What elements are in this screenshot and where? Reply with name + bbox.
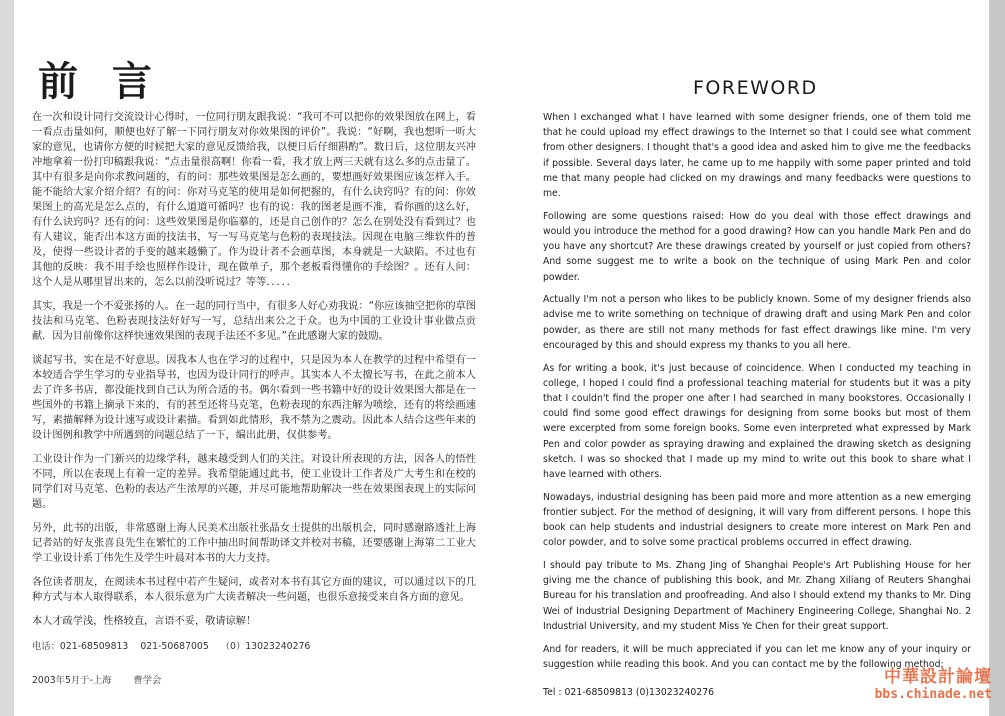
forum-watermark (842, 667, 992, 703)
chinese-paragraph-7: 本人才疏学浅，性格较直，言语不妥，敬请谅解！ (32, 616, 257, 627)
chinese-title: 前 言 (38, 58, 162, 105)
chinese-paragraph-1: 在一次和设计同行交流设计心得时，一位同行朋友跟我说：“我可不可以把你的效果图放在网上，看一看点击量如何，顺便也好了解一下同行朋友对你效果图的评价”。我说：“好啊，我也想听一听大家的意见，也请你方便的时候把大家的意见反馈给我，以便日后仔细斟酌”。数日后，这位朋友兴冲冲地拿着一份打印稿跟我说：“点击量很高啊！你看一看，我才放上两三天就有这么多的点击量了。其中有很多是向你求教问题的，有的问：那些效果图是怎么画的，要想画好效果图应该怎样入手。能不能给大家介绍介绍？有的问：你对马克笔的使用是如何把握的，有什么诀窍吗？有的问：你效果图上的高光是怎么点的，有什么道道可循吗？也有的说：我的图老是画不准，看你画的这么好，有什么诀窍吗？还有的问：这些效果图是你临摹的，还是自己创作的？怎么在别处没有看到过？也有人建议，能否出本这方面的技法书，写一写马克笔与色粉的表现技法。因现在电脑三维软件的普及，使得一些设计者的手变的越来越懒了。作为设计者不会画草图，本身就是一大缺陷。不过也有其他的反映：我不用手绘也照样作设计，现在做单子，那个老板看得懂你的手绘图？。还有人问：这个人是从哪里冒出来的，怎么以前没听说过？等等．．．．． (32, 112, 476, 288)
english-paragraph-2: Following are some questions raised: How do you deal with those effect drawings and would you introduce the method for a good drawing? How can you handle Mark Pen and do you have any shortcut? Are these drawings created by yourself or just copied from others? And some suggest me to write a book on the technique of using Mark Pen and color powder. (543, 210, 971, 283)
signature-date: 2003年5月于-上海 (32, 675, 112, 686)
english-paragraph-4: As for writing a book, it's just because of coincidence. When I conducted my teaching in college, I hoped I could find a professional teaching material for students but it was a pity that I couldn't find the proper one after I had searched in many bookstores. Occasionally I could find some good effect drawings for designing from some books but most of them were excerpted from some foreign books. Some even interpreted what expressed by Mark Pen and color powder as spraying drawing and explained the drawing sketch as designing sketch. I was so shocked that I made up my mind to write out this book to share what I have learned with others. (543, 362, 971, 480)
english-paragraph-3: Actually I'm not a person who likes to be publicly known. Some of my designer friends also advise me to write something on technique of drawing draft and using Mark Pen and color powder, as there are still not many methods for fast effect drawings like mine. I'm very encouraged by this and should express my thanks to you all here. (543, 294, 971, 351)
chinese-paragraph-3: 谈起写书，实在是不好意思。因我本人也在学习的过程中，只是因为本人在教学的过程中希望有一本较适合学生学习的专业指导书，也因为设计同行的呼声。其实本人不太擅长写书，在此之前本人去了许多书店，都没能找到自己认为所合适的书。偶尔看到一些书籍中好的设计效果图大都是在一些国外的书籍上摘录下来的，有的甚至还将马克笔，色粉表现的东西注解为喷绘，还有的将绘画速写，素描解释为设计速写或设计素描。看到如此情形，我不禁为之震动。因此本人结合这些年来的设计图例和教学中所遇到的问题总结了一下，编出此册，仅供参考。 (32, 355, 476, 441)
footer-spacer (32, 654, 472, 674)
phone-number-1: 021-68509813 (59, 641, 129, 652)
watermark-url: bbs.chinade.net (874, 687, 992, 702)
chinese-paragraph-4: 工业设计作为一门新兴的边缘学科，越来越受到人们的关注。对设计所表现的方法，因各人的悟性不同，所以在表现上有着一定的差异。我希望能通过此书，使工业设计工作者及广大考生和在校的同学们对马克笔、色粉的表达产生浓厚的兴趣，并尽可能地帮助解决一些在效果图表现上的实际问题。 (32, 454, 476, 510)
english-paragraph-1: When I exchanged what I have learned with some designer friends, one of them told me that he could upload my effect drawings to the Internet so that I could see what comment from other designers. I thought that's a good idea and asked him to give me the feedbacks if possible. Several days later, he came up to me happily with some paper printed and told me that many people had clicked on my drawings and many feedbacks were questions to me. (543, 112, 971, 200)
watermark-text: 中華設計論壇 (884, 667, 992, 687)
phone-row (32, 640, 472, 654)
english-paragraph-6: I should pay tribute to Ms. Zhang Jing of Shanghai People's Art Publishing House for her giving me the chance of publishing this book, and Mr. Zhang Xiliang of Reuters Shanghai Bureau for his translation and proofreading. And also I should extend my thanks to Mr. Ding Wei of Industrial Designing Department of Machinery Engineering College, Shanghai No. 2 Industrial University, and my student Miss Ye Chen for their great support. (543, 559, 971, 632)
page-edge (989, 0, 1005, 716)
chinese-paragraph-5: 另外，此书的出版，非常感谢上海人民美术出版社张晶女士提供的出版机会，同时感谢路透社上海记者站的好友张喜良先生在繁忙的工作中抽出时间帮助译文并校对书稿，还要感谢上海第二工业大学工业设计系丁伟先生及学生叶晨对本书的大力支持。 (32, 523, 476, 564)
page-gutter (485, 0, 521, 716)
chinese-paragraph-2: 其实，我是一个不爱张扬的人。在一起的同行当中，有很多人好心劝我说：“你应该抽空把你的草图技法和马克笔、色粉表现技法好好写一写，总结出来公之于众。也为中国的工业设计事业做点贡献．因为目前像你这样快速效果图的表现手法还不多见。”在此感谢大家的鼓励。 (32, 301, 476, 342)
english-contact: Tel : 021-68509813 (0)13023240276 (543, 687, 715, 698)
left-page-chinese (14, 0, 485, 716)
right-page-english (521, 0, 989, 716)
phone-number-2: 021-50687005 (140, 641, 209, 652)
english-body (543, 110, 971, 679)
chinese-paragraph-6: 各位读者朋友，在阅读本书过程中若产生疑问，或者对本书有其它方面的建议，可以通过以下的几种方式与本人取得联系，本人很乐意为广大读者解决一些问题，也很乐意接受来自各方面的意见。 (32, 577, 476, 603)
english-title: FOREWORD (693, 77, 818, 99)
chinese-footer (32, 640, 472, 688)
phone-number-3: （0）13023240276 (220, 641, 311, 652)
signature-row (32, 674, 472, 688)
phone-label: 电话： (32, 641, 60, 652)
english-paragraph-5: Nowadays, industrial designing has been paid more and more attention as a new emerging frontier subject. For the method of designing, it will vary from different persons. I hope this book can help students and industrial designers to create more interest on Mark Pen and color powder, and to solve some practical problems occurred in effect drawing. (543, 491, 971, 549)
english-paragraph-7: And for readers, it will be much appreciated if you can let me know any of your inquiry or suggestion while reading this book. And you can contact me by the following method: (543, 643, 971, 670)
signature-author: 曹学会 (133, 675, 162, 686)
chinese-body (32, 110, 476, 638)
